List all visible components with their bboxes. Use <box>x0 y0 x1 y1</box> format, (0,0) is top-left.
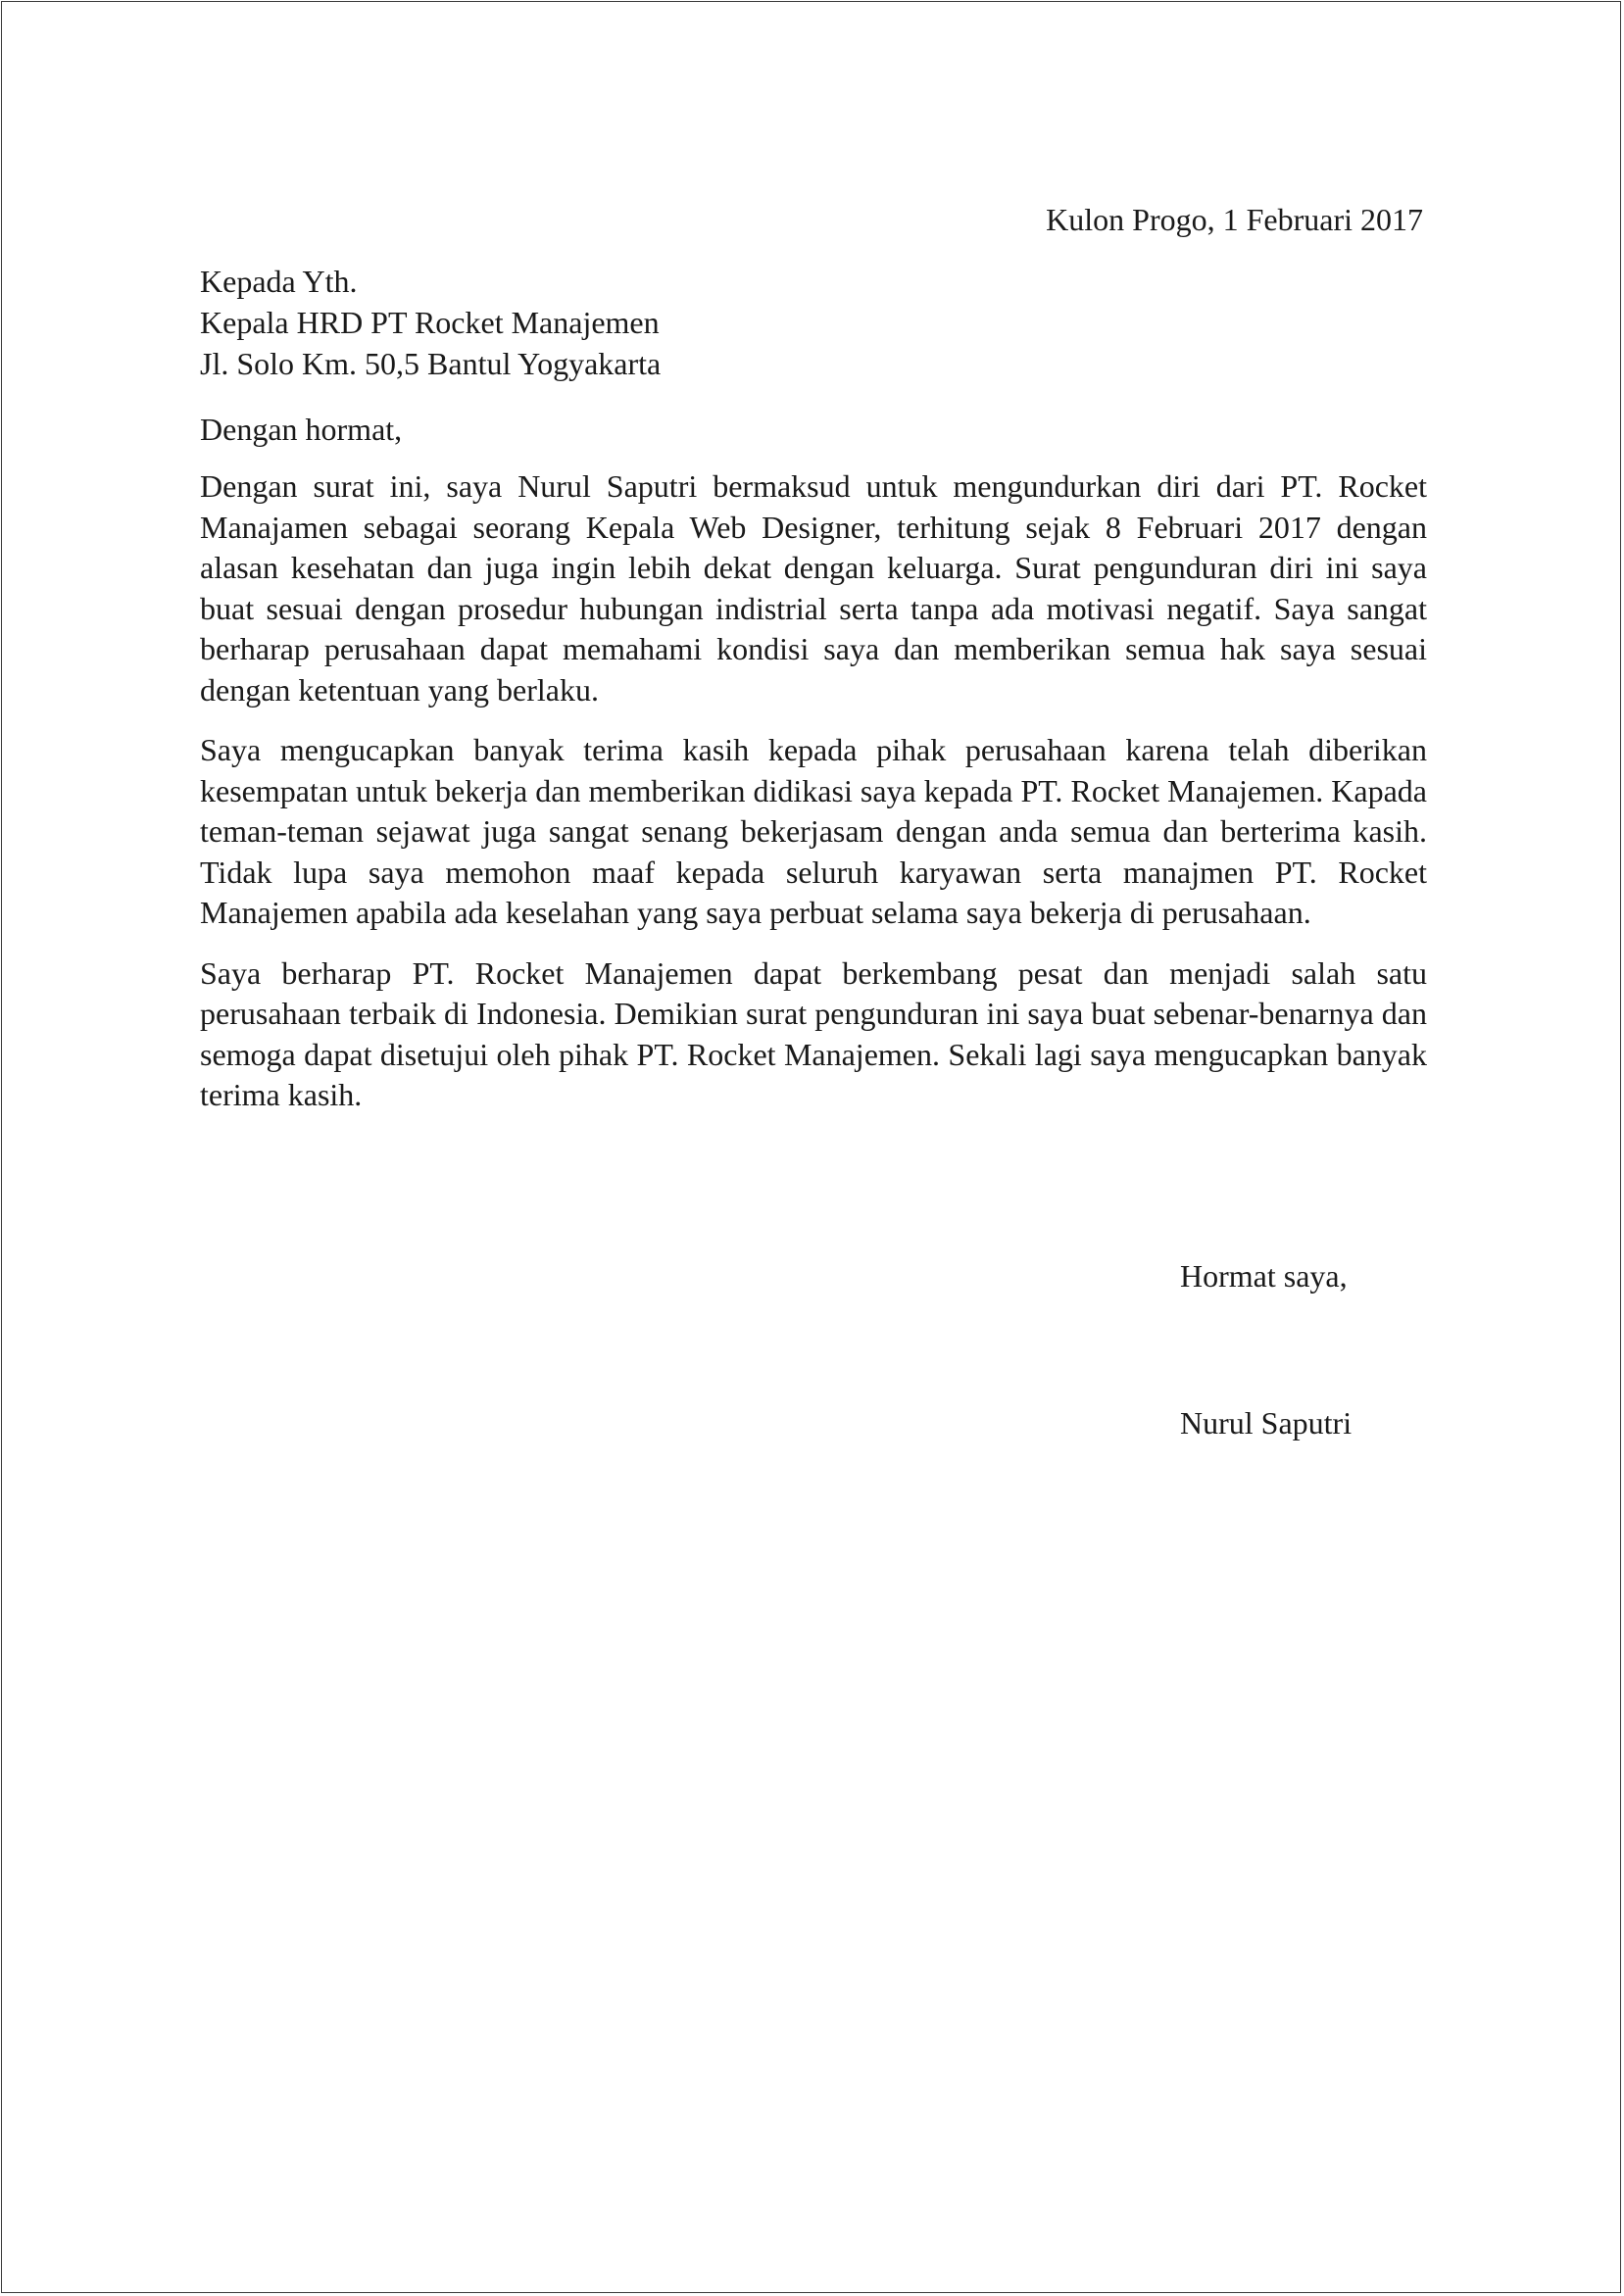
recipient-title: Kepala HRD PT Rocket Manajemen <box>200 305 660 340</box>
letter-page <box>1 1 1621 2293</box>
recipient-address: Jl. Solo Km. 50,5 Bantul Yogyakarta <box>200 346 662 381</box>
body-paragraph: Saya berharap PT. Rocket Manajemen dapat berkembang pesat dan menjadi salah satu perusahaan terbaik di Indonesia. Demikian surat pengunduran ini saya buat sebenar-benarnya dan semoga dapat disetujui oleh pihak PT. Rocket Manajemen. Sekali lagi saya mengucapkan banyak terima kasih. <box>200 954 1427 1112</box>
recipient-block <box>200 261 661 384</box>
salutation: Dengan hormat, <box>200 412 403 447</box>
place-date: Kulon Progo, 1 Februari 2017 <box>1046 202 1423 237</box>
letter-body <box>200 466 1427 1136</box>
signer-name: Nurul Saputri <box>1180 1405 1353 1441</box>
body-paragraph: Dengan surat ini, saya Nurul Saputri bermaksud untuk mengundurkan diri dari PT. Rocket Manajamen sebagai seorang Kepala Web Designer, terhitung sejak 8 Februari 2017 dengan alasan kesehatan dan juga ingin lebih dekat dengan keluarga. Surat pengunduran diri ini saya buat sesuai dengan prosedur hubungan indistrial serta tanpa ada motivasi negatif. Saya sangat berharap perusahaan dapat memahami kondisi saya dan memberikan semua hak saya sesuai dengan ketentuan yang berlaku. <box>200 468 1427 708</box>
recipient-greeting: Kepada Yth. <box>200 264 358 299</box>
closing: Hormat saya, <box>1180 1258 1348 1294</box>
body-paragraph: Saya mengucapkan banyak terima kasih kepada pihak perusahaan karena telah diberikan kesempatan untuk bekerja dan memberikan didikasi saya kepada PT. Rocket Manajemen. Kapada teman-teman sejawat juga sangat senang bekerjasam dengan anda semua dan berterima kasih. Tidak lupa saya memohon maaf kepada seluruh karyawan serta manajmen PT. Rocket Manajemen apabila ada keselahan yang saya perbuat selama saya bekerja di perusahaan. <box>200 732 1427 930</box>
